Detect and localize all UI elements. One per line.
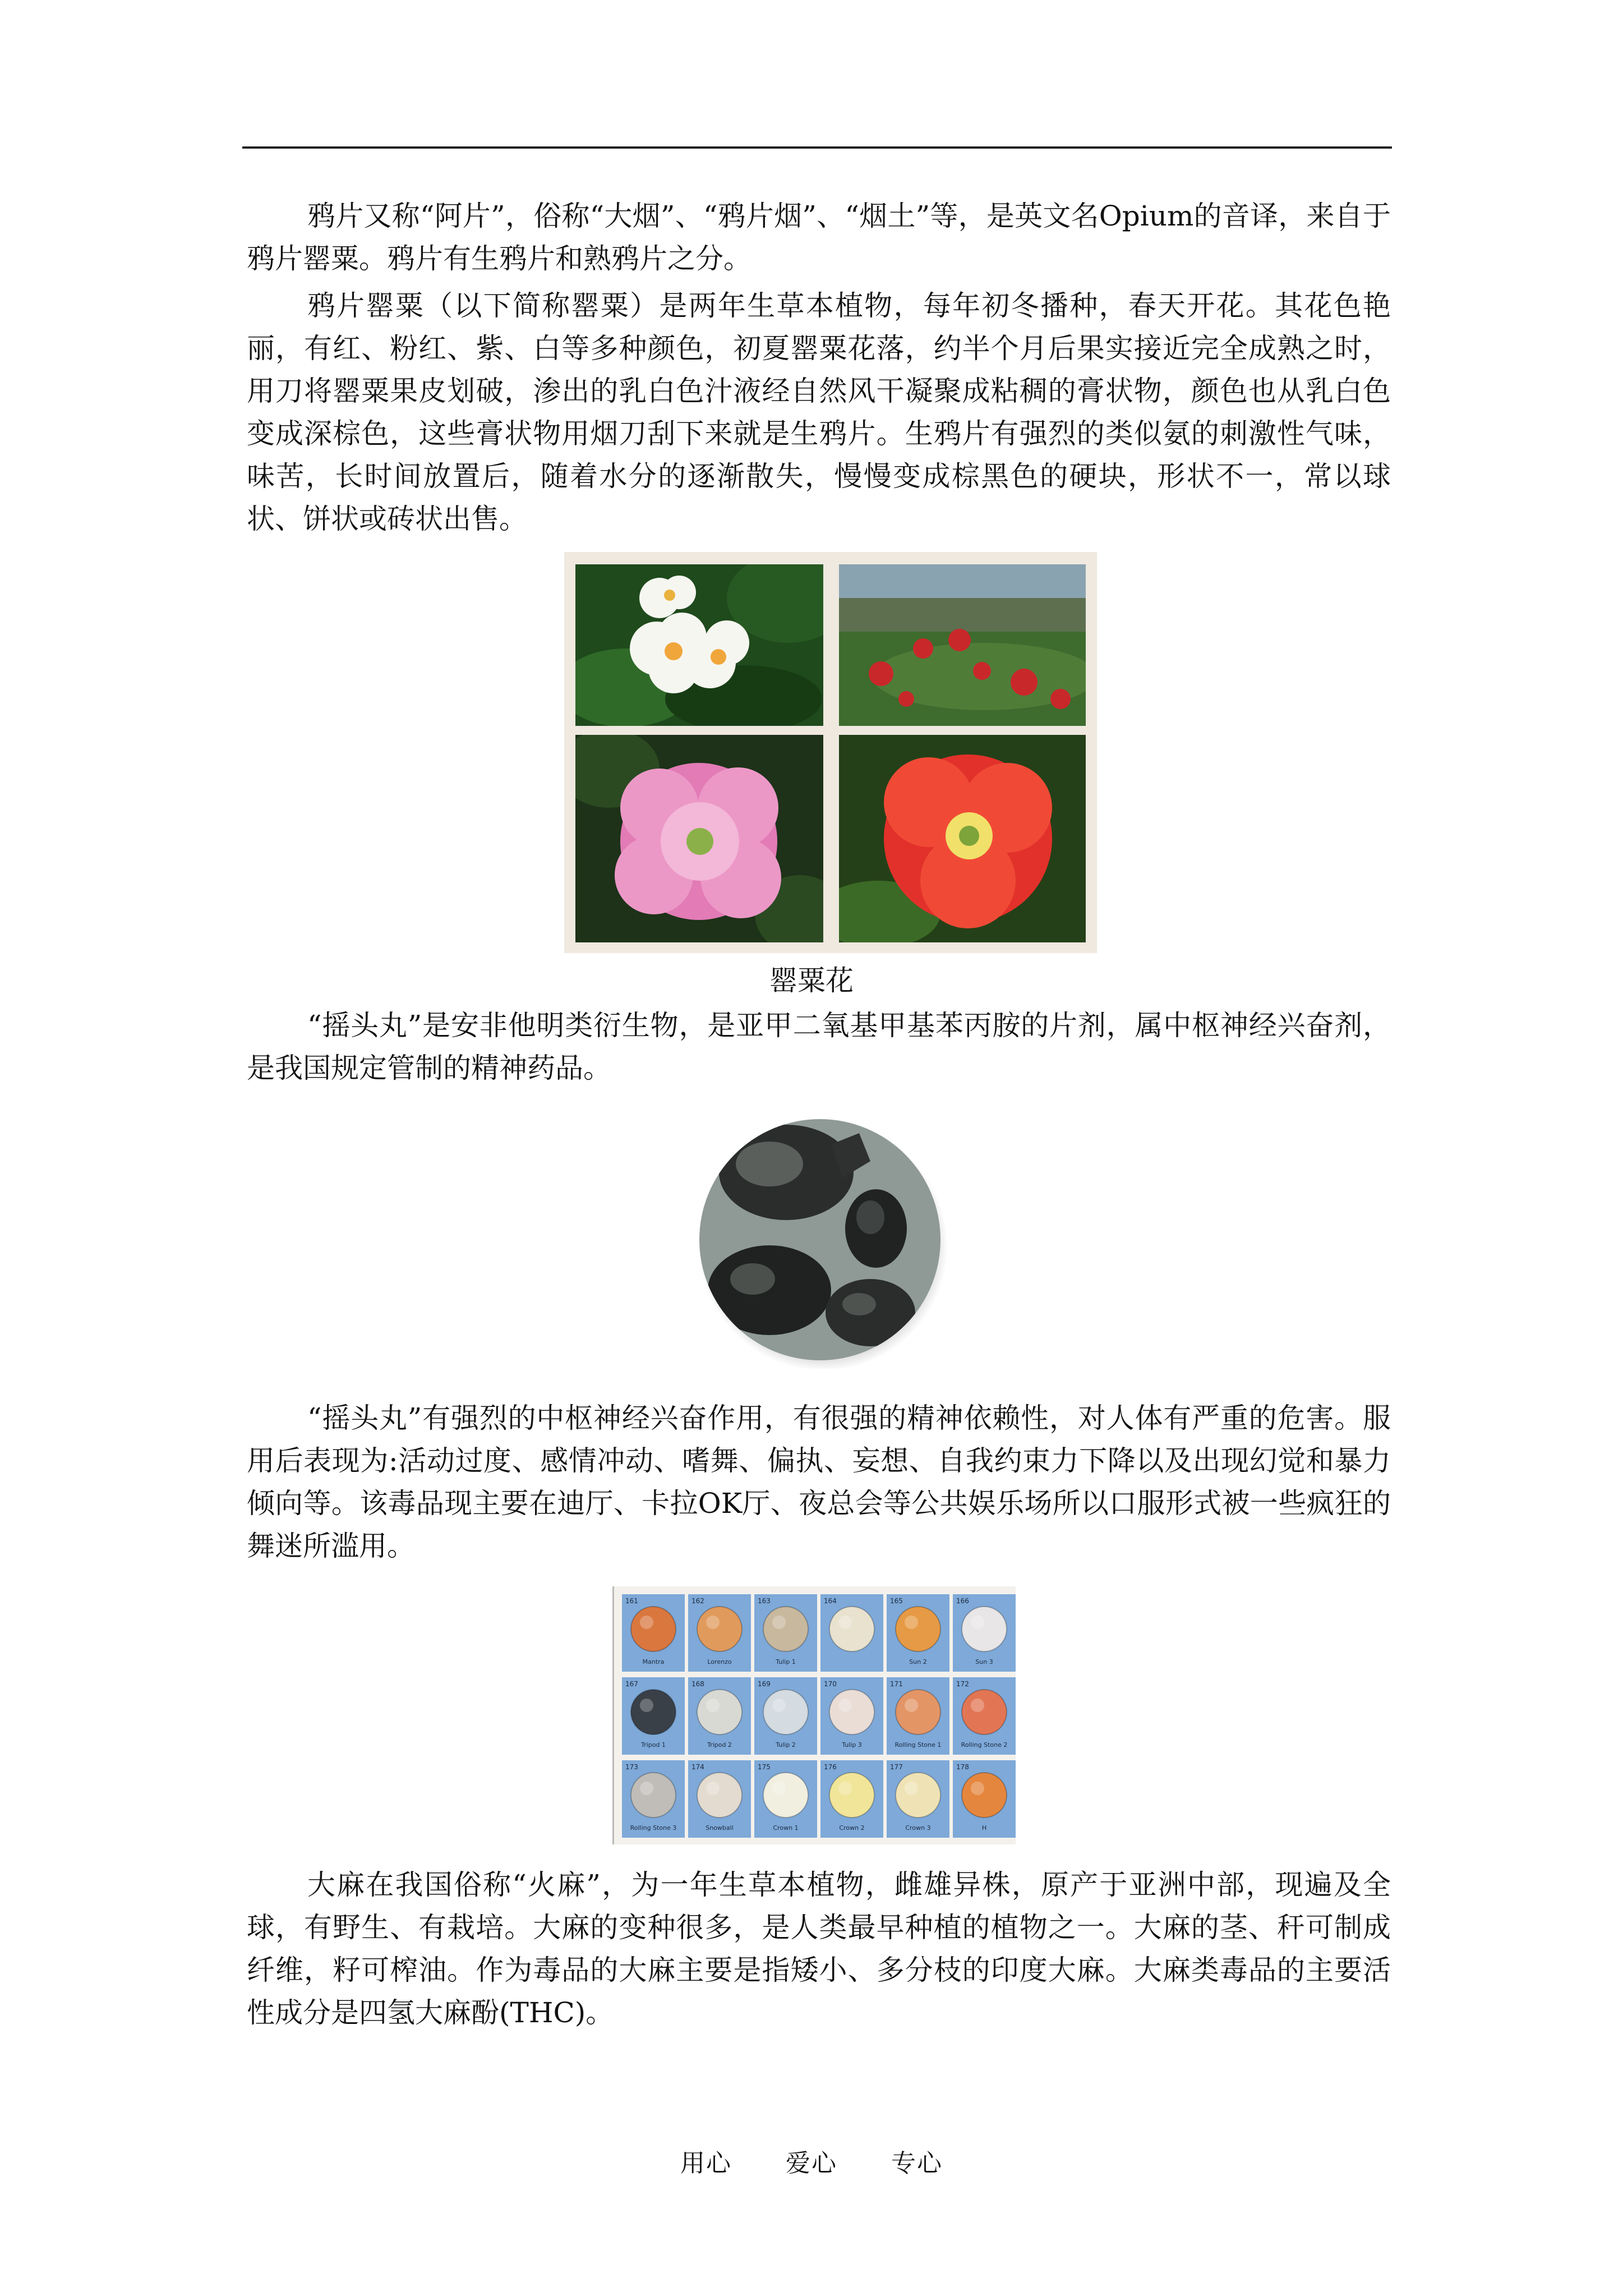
pill bbox=[631, 1607, 676, 1651]
raw-opium-photo bbox=[691, 1111, 949, 1369]
pill-label: Tripod 1 bbox=[641, 1741, 666, 1749]
pill-highlight bbox=[838, 1699, 852, 1712]
pill-tile bbox=[953, 1594, 1016, 1672]
pill-number: 172 bbox=[956, 1680, 969, 1688]
pill-tile bbox=[953, 1677, 1016, 1755]
pill-highlight bbox=[640, 1782, 653, 1795]
pill bbox=[829, 1607, 874, 1651]
pill bbox=[631, 1690, 676, 1734]
pill-highlight bbox=[905, 1616, 918, 1629]
pill-highlight bbox=[772, 1782, 786, 1795]
paragraph-cannabis: 大麻在我国俗称“火麻”，为一年生草本植物，雌雄异株，原产于亚洲中部，现遍及全球，有野生、有栽培。大麻的变种很多，是人类最早种植的植物之一。大麻的茎、秆可制成纤维，籽可榨油。作为毒品的大麻主要是指矮小、多分枝的印度大麻。大麻类毒品的主要活性成分是四氢大麻酚(THC)。 bbox=[247, 1869, 1391, 2029]
pill-tile bbox=[887, 1760, 949, 1838]
pill-label: Lorenzo bbox=[707, 1658, 732, 1665]
pill-highlight bbox=[905, 1699, 918, 1712]
footer-word-1: 用心 bbox=[680, 2149, 732, 2178]
pill-highlight bbox=[706, 1699, 720, 1712]
pill-highlight bbox=[971, 1699, 984, 1712]
pill-label: Crown 3 bbox=[905, 1824, 931, 1832]
pill-number: 164 bbox=[824, 1597, 837, 1605]
pill-label: H bbox=[981, 1824, 987, 1832]
pill-number: 170 bbox=[824, 1680, 837, 1688]
footer-word-2: 爱心 bbox=[786, 2149, 837, 2178]
white-poppy-photo bbox=[575, 564, 823, 726]
pill-number: 175 bbox=[758, 1763, 771, 1771]
pill-tile bbox=[622, 1594, 685, 1672]
pill-tile bbox=[754, 1760, 817, 1838]
pill bbox=[829, 1773, 874, 1818]
pill-highlight bbox=[838, 1616, 852, 1629]
pill-tile bbox=[820, 1677, 883, 1755]
pill-label: Sun 3 bbox=[975, 1658, 993, 1665]
pill-highlight bbox=[772, 1699, 786, 1712]
pill bbox=[763, 1773, 808, 1818]
pill-highlight bbox=[971, 1616, 984, 1629]
pill-tile bbox=[622, 1677, 685, 1755]
paragraph-ecstasy-intro: “摇头丸”是安非他明类衍生物，是亚甲二氧基甲基苯丙胺的片剂，属中枢神经兴奋剂，是我国规定管制的精神药品。 bbox=[247, 1009, 1391, 1084]
pill bbox=[763, 1607, 808, 1651]
pill-tile bbox=[820, 1760, 883, 1838]
pill-number: 161 bbox=[625, 1597, 638, 1605]
pill-number: 166 bbox=[956, 1597, 969, 1605]
pill-number: 168 bbox=[691, 1680, 704, 1688]
pill-number: 173 bbox=[625, 1763, 638, 1771]
header-rule bbox=[242, 146, 1392, 149]
paragraph-opium-intro: 鸦片又称“阿片”，俗称“大烟”、“鸦片烟”、“烟土”等，是英文名Opium的音译，来自于鸦片罂粟。鸦片有生鸦片和熟鸦片之分。 bbox=[247, 200, 1391, 275]
pill bbox=[697, 1607, 742, 1651]
pill-label: Rolling Stone 3 bbox=[630, 1824, 677, 1832]
poppy-photo-grid bbox=[564, 552, 1097, 953]
pill-tile bbox=[622, 1760, 685, 1838]
pill-highlight bbox=[772, 1616, 786, 1629]
ecstasy-pills-chart bbox=[612, 1586, 1016, 1844]
pill-highlight bbox=[706, 1782, 720, 1795]
pill-number: 162 bbox=[691, 1597, 704, 1605]
pill-label: Crown 2 bbox=[839, 1824, 865, 1832]
pill-label: Mantra bbox=[642, 1658, 665, 1665]
pill-label: Snowball bbox=[706, 1824, 734, 1832]
pill-number: 165 bbox=[890, 1597, 903, 1605]
red-poppy-closeup-photo bbox=[839, 735, 1086, 942]
pill-number: 178 bbox=[956, 1763, 969, 1771]
pill-number: 176 bbox=[824, 1763, 837, 1771]
pill bbox=[896, 1690, 940, 1734]
pill-label: Tulip 1 bbox=[776, 1658, 796, 1665]
pill-tile bbox=[887, 1594, 949, 1672]
pill-grid bbox=[614, 1586, 1016, 1844]
pill-label: Rolling Stone 2 bbox=[961, 1741, 1008, 1749]
pill-tile bbox=[688, 1594, 751, 1672]
pill-tile bbox=[688, 1760, 751, 1838]
paragraph-poppy-description: 鸦片罂粟（以下简称罂粟）是两年生草本植物，每年初冬播种，春天开花。其花色艳丽，有红、粉红、紫、白等多种颜色，初夏罂粟花落，约半个月后果实接近完全成熟之时，用刀将罂粟果皮划破，渗出的乳白色汁液经自然风干凝聚成粘稠的膏状物，颜色也从乳白色变成深棕色，这些膏状物用烟刀刮下来就是生鸦片。生鸦片有强烈的类似氨的刺激性气味，味苦，长时间放置后，随着水分的逐渐散失，慢慢变成棕黑色的硬块，形状不一，常以球状、饼状或砖状出售。 bbox=[247, 289, 1391, 535]
footer-word-3: 专心 bbox=[891, 2149, 943, 2178]
pill-label: Sun 2 bbox=[909, 1658, 927, 1665]
pill-highlight bbox=[905, 1782, 918, 1795]
pill bbox=[697, 1690, 742, 1734]
pill-tile bbox=[820, 1594, 883, 1672]
pill bbox=[896, 1607, 940, 1651]
pill bbox=[763, 1690, 808, 1734]
pill bbox=[631, 1773, 676, 1818]
paragraph-ecstasy-effects: “摇头丸”有强烈的中枢神经兴奋作用，有很强的精神依赖性，对人体有严重的危害。服用后表现为:活动过度、感情冲动、嗜舞、偏执、妄想、自我约束力下降以及出现幻觉和暴力倾向等。该毒品现主要在迪厅、卡拉OK厅、夜总会等公共娱乐场所以口服形式被一些疯狂的舞迷所滥用。 bbox=[247, 1402, 1391, 1562]
pill-number: 169 bbox=[758, 1680, 771, 1688]
pill-tile bbox=[688, 1677, 751, 1755]
pill-tile bbox=[953, 1760, 1016, 1838]
pill bbox=[962, 1607, 1007, 1651]
pill-highlight bbox=[640, 1699, 653, 1712]
pill-tile bbox=[887, 1677, 949, 1755]
pill-label: Tulip 2 bbox=[776, 1741, 796, 1749]
red-poppy-field-photo bbox=[839, 564, 1086, 726]
pill bbox=[829, 1690, 874, 1734]
pill-label: Tulip 3 bbox=[842, 1741, 862, 1749]
pill-tile bbox=[754, 1594, 817, 1672]
pill bbox=[896, 1773, 940, 1818]
pill-number: 167 bbox=[625, 1680, 638, 1688]
pill-label: Crown 1 bbox=[773, 1824, 799, 1832]
pill-highlight bbox=[640, 1616, 653, 1629]
pill bbox=[962, 1773, 1007, 1818]
poppy-caption: 罂粟花 bbox=[769, 964, 854, 997]
pill-label: Rolling Stone 1 bbox=[895, 1741, 942, 1749]
footer-motto bbox=[0, 2143, 1623, 2179]
pill-number: 174 bbox=[691, 1763, 704, 1771]
pill-number: 171 bbox=[890, 1680, 903, 1688]
pink-poppy-photo bbox=[575, 735, 823, 942]
pill bbox=[697, 1773, 742, 1818]
pill-highlight bbox=[706, 1616, 720, 1629]
pill-highlight bbox=[971, 1782, 984, 1795]
pill bbox=[962, 1690, 1007, 1734]
pill-number: 177 bbox=[890, 1763, 903, 1771]
pill-number: 163 bbox=[758, 1597, 771, 1605]
pill-label: Tripod 2 bbox=[707, 1741, 732, 1749]
pill-tile bbox=[754, 1677, 817, 1755]
pill-highlight bbox=[838, 1782, 852, 1795]
